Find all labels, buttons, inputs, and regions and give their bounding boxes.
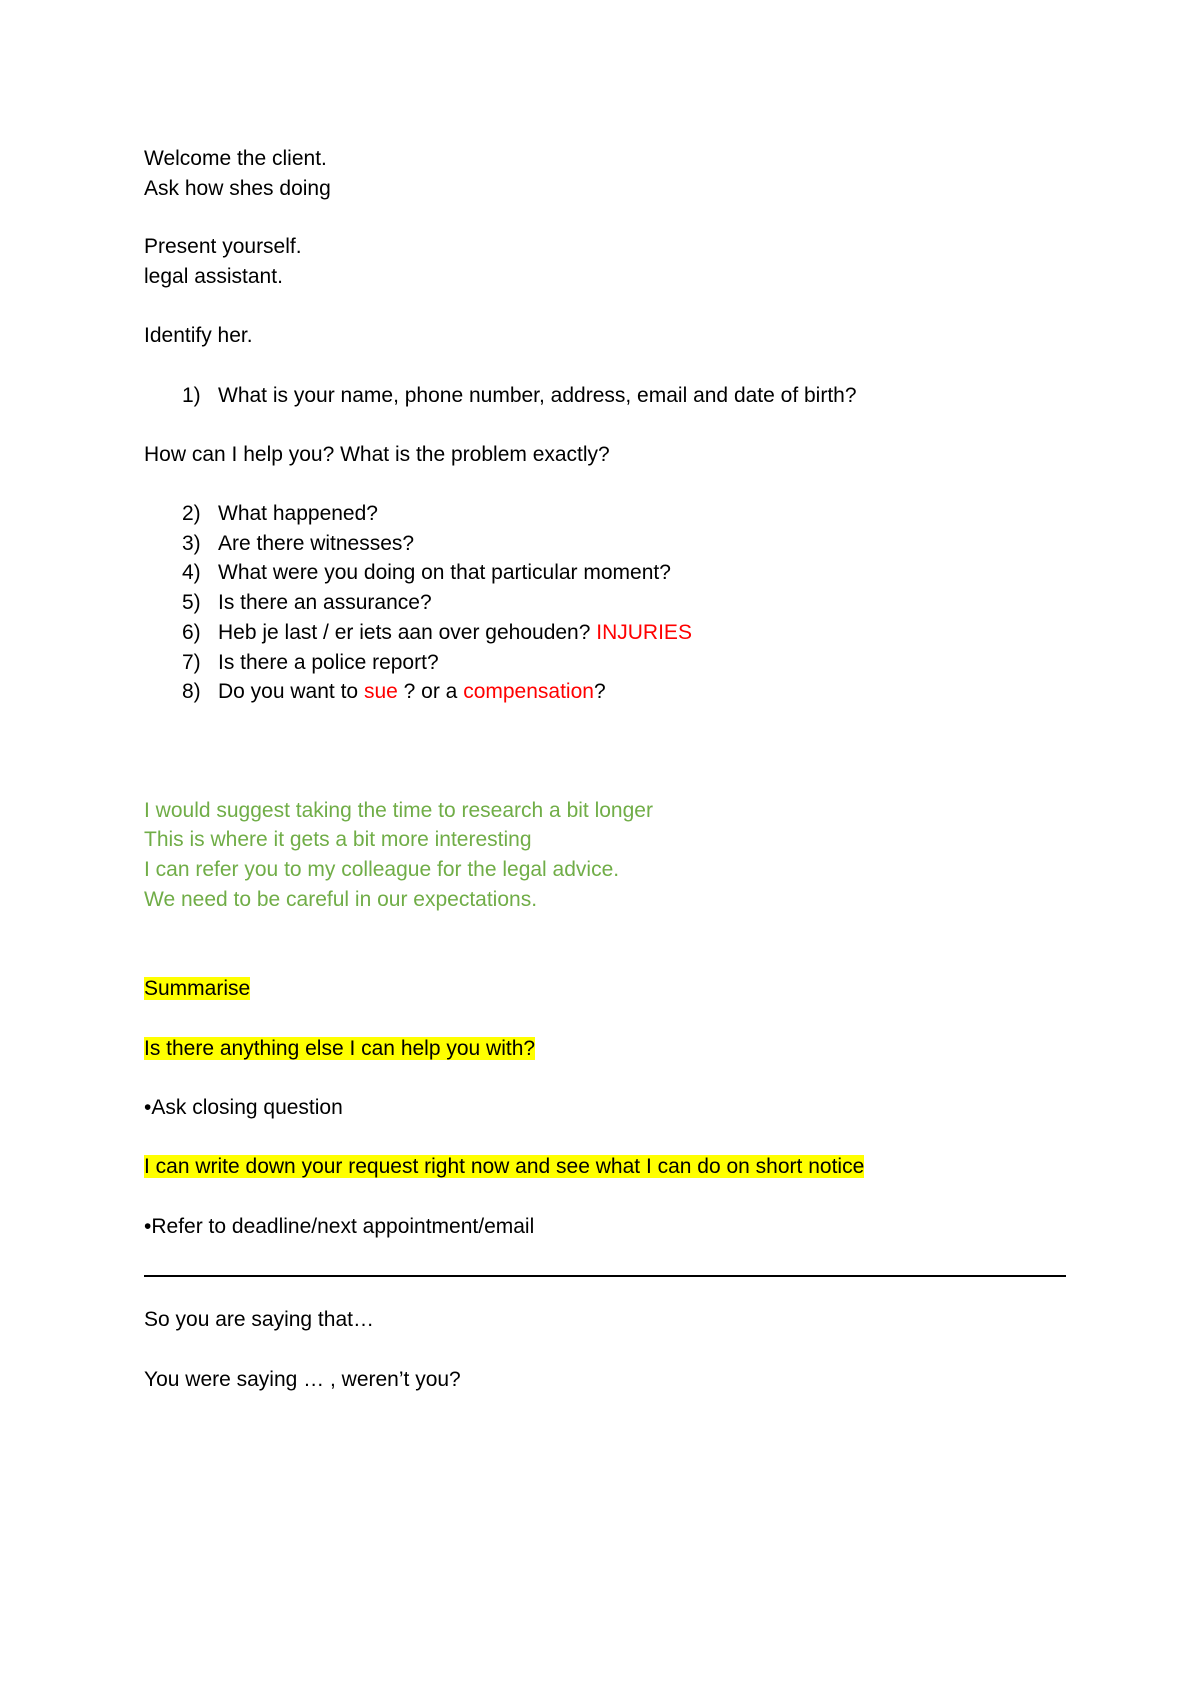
list-item: What is your name, phone number, address, email and date of birth? <box>218 384 857 407</box>
question-mark: ? <box>593 680 606 703</box>
list-item: Is there an assurance? <box>218 591 432 614</box>
saying-line: So you are saying that… <box>144 1308 374 1331</box>
summarise-highlight: Summarise <box>144 977 251 1000</box>
list-number: 7) <box>182 651 201 674</box>
question-text: ? or a <box>403 680 458 703</box>
welcome-line: Welcome the client. <box>144 147 327 170</box>
refer-line: •Refer to deadline/next appointment/email <box>144 1215 535 1238</box>
list-item: Are there witnesses? <box>218 532 415 555</box>
write-down-line <box>144 1153 864 1181</box>
list-number: 5) <box>182 591 201 614</box>
list-item: Is there a police report? <box>218 651 439 674</box>
sue-word: sue <box>363 680 398 703</box>
ask-line: Ask how shes doing <box>144 177 331 200</box>
present-line: Present yourself. <box>144 235 302 258</box>
ask-closing-line: •Ask closing question <box>144 1096 343 1119</box>
question-text: Do you want to <box>218 680 359 703</box>
role-line: legal assistant. <box>144 265 283 288</box>
list-number: 8) <box>182 680 201 703</box>
were-saying-line: You were saying … , weren’t you? <box>144 1368 461 1391</box>
list-item <box>218 678 606 706</box>
list-number: 6) <box>182 621 201 644</box>
injuries-note: INJURIES <box>596 621 692 644</box>
identify-line: Identify her. <box>144 324 253 347</box>
list-item <box>218 619 692 647</box>
advice-line: We need to be careful in our expectations. <box>144 888 538 911</box>
list-item: What were you doing on that particular moment? <box>218 561 671 584</box>
summarise-line <box>144 975 250 1003</box>
list-number: 1) <box>182 384 201 407</box>
horizontal-divider <box>144 1275 1066 1277</box>
list-item: What happened? <box>218 502 378 525</box>
anything-else-highlight: Is there anything else I can help you with? <box>144 1037 536 1060</box>
write-down-highlight: I can write down your request right now and see what I can do on short notice <box>144 1155 865 1178</box>
anything-else-line <box>144 1035 535 1063</box>
advice-line: I would suggest taking the time to research a bit longer <box>144 799 653 822</box>
list-number: 3) <box>182 532 201 555</box>
help-line: How can I help you? What is the problem exactly? <box>144 443 610 466</box>
question-text: Heb je last / er iets aan over gehouden? <box>218 621 591 644</box>
compensation-word: compensation <box>463 680 594 703</box>
advice-line: I can refer you to my colleague for the legal advice. <box>144 858 620 881</box>
list-number: 2) <box>182 502 201 525</box>
list-number: 4) <box>182 561 201 584</box>
advice-line: This is where it gets a bit more interesting <box>144 828 532 851</box>
